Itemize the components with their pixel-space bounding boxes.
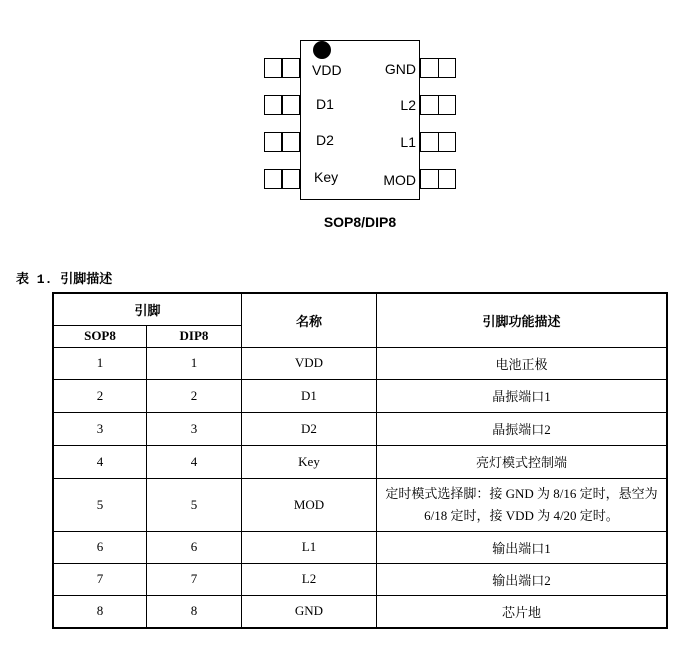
cell-description: 输出端口2: [377, 563, 668, 595]
cell-name: D1: [242, 379, 377, 412]
table-row: [53, 412, 667, 445]
pin-label-key: Key: [314, 169, 339, 185]
chip-pinout-diagram: [0, 0, 686, 240]
pin-label-d1: D1: [316, 96, 334, 112]
cell-name: L2: [242, 563, 377, 595]
cell-description: 定时模式选择脚：接 GND 为 8/16 定时，悬空为6/18 定时，接 VDD 为 4/20 定时。: [377, 478, 668, 531]
cell-description: 亮灯模式控制端: [377, 445, 668, 478]
cell-name: VDD: [242, 347, 377, 379]
table-row: [53, 445, 667, 478]
pin-lead-3: [264, 132, 300, 152]
header-description: 引脚功能描述: [377, 293, 668, 347]
table-header-row: [53, 293, 667, 325]
pin-label-d2: D2: [316, 132, 334, 148]
cell-name: D2: [242, 412, 377, 445]
cell-dip8: 6: [147, 531, 242, 563]
cell-description: 晶振端口2: [377, 412, 668, 445]
pin-label-l1: L1: [400, 134, 416, 150]
table-row: [53, 379, 667, 412]
pin-lead-7: [420, 95, 456, 115]
pin-description-table: [52, 292, 668, 629]
cell-sop8: 6: [53, 531, 147, 563]
cell-sop8: 4: [53, 445, 147, 478]
header-pin: 引脚: [53, 293, 242, 325]
table-row: [53, 347, 667, 379]
table-row: [53, 595, 667, 628]
cell-name: MOD: [242, 478, 377, 531]
cell-description: 芯片地: [377, 595, 668, 628]
pin-lead-6: [420, 132, 456, 152]
cell-sop8: 1: [53, 347, 147, 379]
cell-dip8: 4: [147, 445, 242, 478]
pin-label-l2: L2: [400, 97, 416, 113]
package-label: SOP8/DIP8: [323, 214, 397, 230]
table-row: [53, 478, 667, 531]
pin-lead-1: [264, 58, 300, 78]
table-row: [53, 563, 667, 595]
pin-lead-8: [420, 58, 456, 78]
cell-dip8: 5: [147, 478, 242, 531]
cell-dip8: 8: [147, 595, 242, 628]
header-name: 名称: [242, 293, 377, 347]
cell-description: 电池正极: [377, 347, 668, 379]
cell-description: 晶振端口1: [377, 379, 668, 412]
cell-dip8: 2: [147, 379, 242, 412]
cell-dip8: 1: [147, 347, 242, 379]
cell-name: L1: [242, 531, 377, 563]
pin1-marker-dot: [313, 41, 331, 59]
table-caption: 表 1. 引脚描述: [16, 272, 113, 287]
cell-dip8: 3: [147, 412, 242, 445]
pin-lead-2: [264, 95, 300, 115]
cell-name: Key: [242, 445, 377, 478]
cell-sop8: 5: [53, 478, 147, 531]
table-row: [53, 531, 667, 563]
pin-label-vdd: VDD: [312, 62, 342, 78]
pin-label-mod: MOD: [383, 172, 416, 188]
header-sop8: SOP8: [53, 325, 147, 347]
header-dip8: DIP8: [147, 325, 242, 347]
cell-name: GND: [242, 595, 377, 628]
cell-sop8: 3: [53, 412, 147, 445]
pin-lead-4: [264, 169, 300, 189]
cell-sop8: 7: [53, 563, 147, 595]
cell-sop8: 2: [53, 379, 147, 412]
cell-description: 输出端口1: [377, 531, 668, 563]
pin-label-gnd: GND: [384, 61, 416, 77]
cell-dip8: 7: [147, 563, 242, 595]
cell-sop8: 8: [53, 595, 147, 628]
pin-lead-5: [420, 169, 456, 189]
